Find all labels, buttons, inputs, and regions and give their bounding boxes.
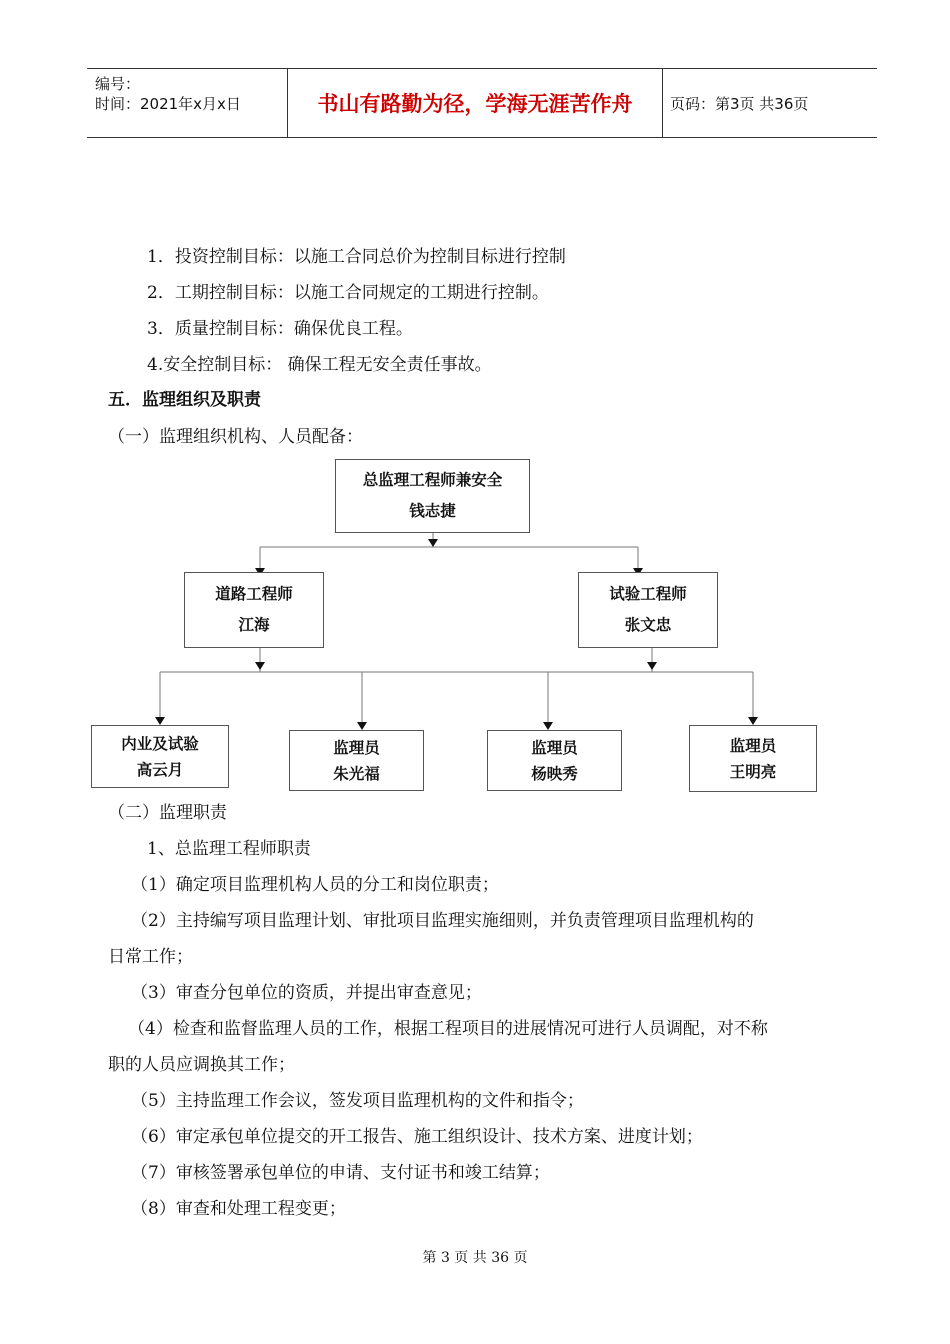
duty-item: （3）审查分包单位的资质，并提出审查意见；: [131, 983, 482, 1003]
org-sup1-name: 朱光福: [333, 764, 380, 783]
org-test-title: 试验工程师: [609, 585, 687, 603]
duty-item-continued: 日常工作；: [108, 947, 193, 967]
header-motto: 书山有路勤为径，学海无涯苦作舟: [287, 69, 663, 137]
org-chief-title: 总监理工程师兼安全: [362, 471, 503, 489]
org-box-supervisor-3: [689, 725, 817, 792]
org-sup2-name: 杨映秀: [531, 764, 578, 783]
org-sup3-title: 监理员: [729, 736, 777, 755]
org-box-chief: [335, 459, 530, 533]
duty-item: （6）审定承包单位提交的开工报告、施工组织设计、技术方案、进度计划；: [131, 1127, 703, 1147]
duty-item: （1）确定项目监理机构人员的分工和岗位职责；: [131, 875, 499, 895]
org-sup1-title: 监理员: [333, 738, 380, 757]
org-box-supervisor-2: [487, 730, 622, 791]
goal-2: 2．工期控制目标：以施工合同规定的工期进行控制。: [147, 283, 549, 303]
duty-item-continued: 职的人员应调换其工作；: [108, 1055, 295, 1075]
org-road-title: 道路工程师: [215, 585, 293, 603]
duty-item: （4）检查和监督监理人员的工作，根据工程项目的进展情况可进行人员调配，对不称: [128, 1019, 768, 1039]
section-title: 五．监理组织及职责: [108, 390, 261, 410]
org-box-test-engineer: [578, 572, 718, 648]
org-office-title: 内业及试验: [121, 734, 199, 753]
duty-item: （8）审查和处理工程变更；: [131, 1199, 346, 1219]
page-indicator: 页码：第3页 共36页: [670, 94, 809, 113]
org-sup2-title: 监理员: [531, 738, 578, 757]
subsection-duties: （二）监理职责: [108, 803, 227, 823]
time-label: 时间：2021年x月x日: [95, 95, 241, 113]
duty-item: （5）主持监理工作会议，签发项目监理机构的文件和指令；: [131, 1091, 584, 1111]
goal-3: 3．质量控制目标：确保优良工程。: [147, 319, 413, 339]
org-office-name: 高云月: [136, 760, 184, 779]
goal-4: 4.安全控制目标： 确保工程无安全责任事故。: [147, 355, 492, 375]
org-chief-name: 钱志捷: [409, 502, 456, 520]
number-label: 编号：: [95, 75, 141, 93]
org-road-name: 江海: [238, 616, 270, 634]
subsection-org: （一）监理组织机构、人员配备：: [108, 427, 363, 447]
org-sup3-name: 王明亮: [729, 762, 777, 781]
org-test-name: 张文忠: [624, 616, 672, 634]
duty-item: （2）主持编写项目监理计划、审批项目监理实施细则，并负责管理项目监理机构的: [131, 911, 754, 931]
org-box-supervisor-1: [289, 730, 424, 791]
duty-title: 1、总监理工程师职责: [147, 839, 311, 859]
goal-1: 1．投资控制目标：以施工合同总价为控制目标进行控制: [147, 247, 566, 267]
org-box-road-engineer: [184, 572, 324, 648]
page-footer: 第 3 页 共 36 页: [422, 1250, 528, 1266]
duty-item: （7）审核签署承包单位的申请、支付证书和竣工结算；: [131, 1163, 550, 1183]
org-box-office-test: [91, 725, 229, 788]
